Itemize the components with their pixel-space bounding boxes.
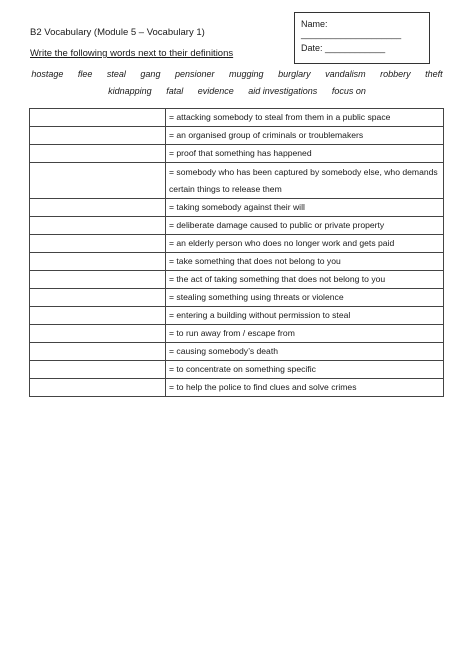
instruction-text: Write the following words next to their definitions: [30, 48, 234, 59]
answer-cell[interactable]: [30, 127, 166, 145]
table-row: [30, 127, 444, 145]
word-bank-item: fatal: [166, 86, 184, 96]
table-row: [30, 379, 444, 397]
word-bank-line-2: [0, 86, 474, 96]
table-row: [30, 199, 444, 217]
answer-cell[interactable]: [30, 217, 166, 235]
table-row: [30, 145, 444, 163]
answer-cell[interactable]: [30, 109, 166, 127]
definition-cell: = taking somebody against their will: [166, 199, 444, 217]
definition-cell: = somebody who has been captured by somebody else, who demands certain things to release them: [166, 163, 444, 199]
answer-cell[interactable]: [30, 271, 166, 289]
definition-cell: = to run away from / escape from: [166, 325, 444, 343]
answer-cell[interactable]: [30, 253, 166, 271]
definition-cell: = entering a building without permission to steal: [166, 307, 444, 325]
name-date-box: [294, 12, 430, 64]
definition-cell: = an organised group of criminals or troublemakers: [166, 127, 444, 145]
word-bank-item: focus on: [331, 86, 366, 96]
answer-cell[interactable]: [30, 379, 166, 397]
table-row: [30, 307, 444, 325]
table-row: [30, 235, 444, 253]
table-row: [30, 271, 444, 289]
date-field-label: Date: ____________: [301, 43, 386, 53]
definition-cell: = stealing something using threats or violence: [166, 289, 444, 307]
word-bank-item: robbery: [380, 69, 411, 79]
worksheet-title: B2 Vocabulary (Module 5 – Vocabulary 1): [30, 27, 205, 38]
table-row: [30, 343, 444, 361]
word-bank-item: mugging: [229, 69, 264, 79]
name-field-label: Name: ____________________: [301, 19, 402, 39]
word-bank-line-1: [0, 69, 474, 79]
answer-cell[interactable]: [30, 199, 166, 217]
definition-cell: = to concentrate on something specific: [166, 361, 444, 379]
table-row: [30, 289, 444, 307]
table-row: [30, 109, 444, 127]
definition-cell: = an elderly person who does no longer work and gets paid: [166, 235, 444, 253]
word-bank-item: theft: [425, 69, 443, 79]
answer-cell[interactable]: [30, 145, 166, 163]
word-bank-item: aid investigations: [248, 86, 318, 96]
word-bank-item: flee: [77, 69, 93, 79]
answer-cell[interactable]: [30, 235, 166, 253]
word-bank-item: vandalism: [325, 69, 366, 79]
word-bank-item: hostage: [31, 69, 64, 79]
word-bank-item: pensioner: [174, 69, 215, 79]
table-row: [30, 325, 444, 343]
answer-cell[interactable]: [30, 289, 166, 307]
answer-cell[interactable]: [30, 325, 166, 343]
word-bank-item: evidence: [197, 86, 234, 96]
definitions-table: [29, 108, 444, 397]
definition-cell: = causing somebody’s death: [166, 343, 444, 361]
word-bank-item: kidnapping: [108, 86, 152, 96]
definition-cell: = attacking somebody to steal from them in a public space: [166, 109, 444, 127]
table-row: [30, 361, 444, 379]
answer-cell[interactable]: [30, 307, 166, 325]
definition-cell: = take something that does not belong to you: [166, 253, 444, 271]
table-row: [30, 217, 444, 235]
word-bank-item: burglary: [278, 69, 311, 79]
table-row: [30, 253, 444, 271]
word-bank-item: steal: [106, 69, 126, 79]
definition-cell: = to help the police to find clues and solve crimes: [166, 379, 444, 397]
answer-cell[interactable]: [30, 343, 166, 361]
definition-cell: = the act of taking something that does not belong to you: [166, 271, 444, 289]
answer-cell[interactable]: [30, 163, 166, 199]
table-row: [30, 163, 444, 199]
word-bank-item: gang: [140, 69, 161, 79]
answer-cell[interactable]: [30, 361, 166, 379]
definition-cell: = proof that something has happened: [166, 145, 444, 163]
definition-cell: = deliberate damage caused to public or private property: [166, 217, 444, 235]
